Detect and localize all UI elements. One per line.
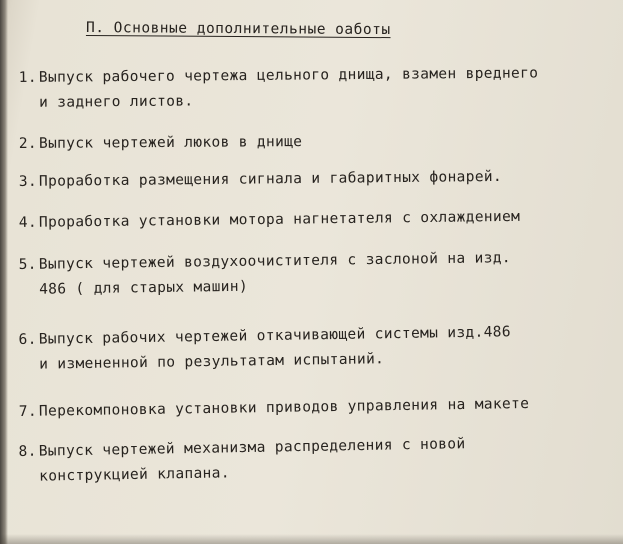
item-number: 1.: [18, 69, 37, 86]
item-text-line: Выпуск чертежей люков в днище: [38, 134, 303, 152]
item-number: 8.: [18, 443, 37, 460]
list-item-5: [17, 245, 618, 303]
list-item-6: [17, 319, 618, 378]
item-number: 3.: [18, 173, 38, 190]
list-item-8: [17, 430, 618, 490]
item-text-line: 486 ( для старых машин): [39, 278, 249, 298]
item-text-line: Выпуск чертежей механизма распределения с новой: [38, 436, 466, 460]
page-bottom-shadow: [0, 534, 623, 544]
item-text-line: Проработка установки мотора нагнетателя с охлаждением: [38, 208, 521, 231]
item-text-line: и измененной по результатам испытаний.: [39, 351, 385, 373]
item-text-line: Перекомпоновка установки приводов управления на макете: [38, 395, 530, 420]
list-item-3: [17, 164, 617, 195]
list-item-7: [17, 391, 617, 425]
item-text-line: и заднего листов.: [39, 93, 194, 111]
item-number: 6.: [18, 331, 37, 348]
section-heading: [86, 20, 391, 38]
item-number: 7.: [18, 403, 38, 420]
item-number: 5.: [18, 256, 37, 273]
list-item-4: [17, 204, 617, 236]
page-edge-shadow: [0, 0, 8, 544]
item-text-line: Выпуск чертежей воздухоочистителя с заслоной на изд.: [38, 250, 512, 273]
item-number: 4.: [18, 214, 38, 231]
list-item-2: [17, 128, 617, 157]
list-item-1: [17, 61, 617, 116]
section-heading-text: П. Основные дополнительные оаботы: [85, 20, 391, 39]
item-number: 2.: [18, 135, 38, 152]
item-text-line: конструкцией клапана.: [39, 465, 231, 485]
item-text-line: Выпуск рабочего чертежа цельного днища, взамен вреднего: [38, 65, 539, 86]
item-text-line: Выпуск рабочих чертежей откачивающей системы изд.486: [38, 324, 512, 348]
item-text-line: Проработка размещения сигнала и габаритных фонарей.: [38, 168, 503, 190]
